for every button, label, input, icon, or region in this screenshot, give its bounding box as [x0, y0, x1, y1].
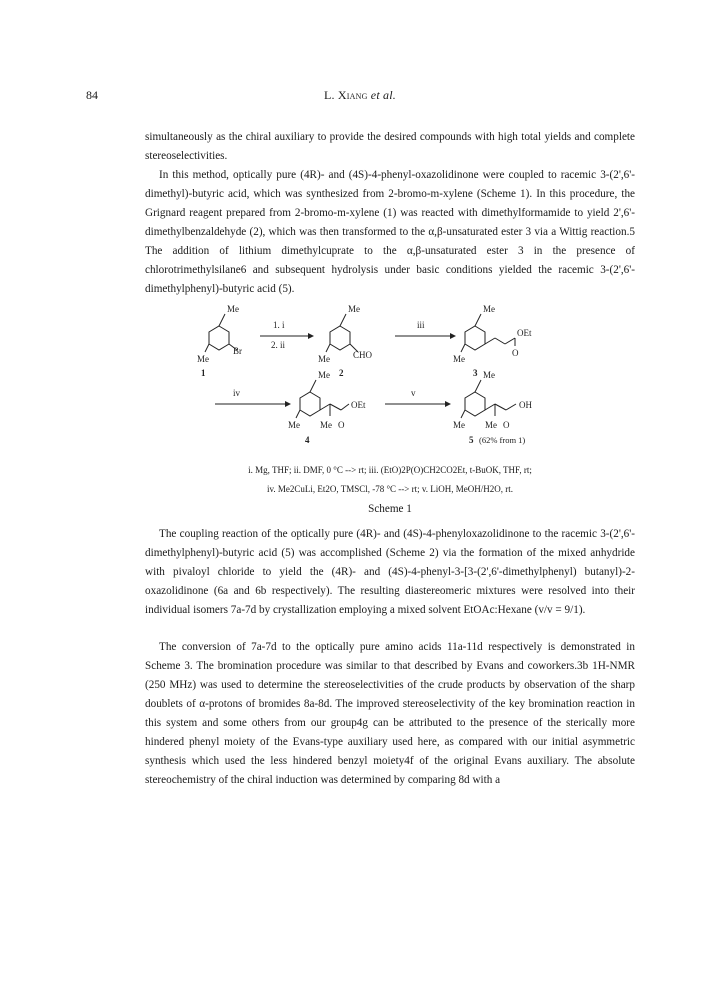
c1-me-bottom: Me [197, 354, 209, 364]
scheme-reagents-line-1: i. Mg, THF; ii. DMF, 0 °C --> rt; iii. (EtO)2P(O)CH2CO2Et, t-BuOK, THF, rt; [248, 465, 532, 475]
c1-me-top: Me [227, 304, 239, 314]
c3-oet: OEt [517, 328, 532, 338]
arrow-4-label: v [411, 388, 416, 398]
c3-me-top: Me [483, 304, 495, 314]
running-head [0, 88, 720, 103]
compound-3-ring [465, 326, 485, 350]
paragraph-conversion [145, 638, 635, 790]
compound-4-label: 4 [305, 435, 310, 445]
c2-me-bottom: Me [318, 354, 330, 364]
paragraph-2-text: In this method, optically pure (4R)- and (4S)-4-phenyl-oxazolidinone were coupled to racemic 3-(2',6'-dimethyl)-butyric acid, which was synthesized from 2-bromo-m-xylene (Scheme 1). In this procedure, the Grignard reagent prepared from 2-bromo-m-xylene (1) was reacted with dimethylformamide to yield 2',6'-dimethylbenzaldehyde (2), which was then transformed to the α,β-unsaturated ester 3 via a Wittig reaction.5 The addition of lithium dimethylcuprate to the α,β-unsaturated ester 3 in the presence of chlorotrimethylsilane6 and subsequent hydrolysis under basic conditions yielded the racemic 3-(2',6'-dimethylphenyl)-butyric acid (5). [145, 169, 635, 295]
page-number: 84 [86, 88, 98, 102]
c3-carbonyl-o: O [512, 348, 519, 358]
c4-me-ring: Me [288, 420, 300, 430]
paragraph-coupling [145, 525, 635, 620]
arrowhead-4 [445, 401, 451, 407]
c4-me-top: Me [318, 370, 330, 380]
scheme-caption: Scheme 1 [368, 503, 412, 515]
scheme-reagents-line-2: iv. Me2CuLi, Et2O, TMSCl, -78 °C --> rt; v. LiOH, MeOH/H2O, rt. [266, 484, 514, 494]
arrowhead-2 [450, 333, 456, 339]
running-head-etal: et al. [370, 88, 396, 102]
scheme-1-diagram [145, 300, 585, 460]
c5-me-top: Me [483, 370, 495, 380]
c2-me-top: Me [348, 304, 360, 314]
c1-br: Br [233, 346, 242, 356]
paragraph-3-text: The coupling reaction of the optically pure (4R)- and (4S)-4-phenyloxazolidinone to the racemic 3-(2',6'-dimethylphenyl)-butyric acid (5) was accomplished (Scheme 2) via the formation of the mixed anhydride with pivaloyl chloride to yield the (4R)- and (4S)-4-phenyl-3-[3-(2',6'-dimethylphenyl) butanyl)-2-oxazolidinone (6a and 6b respectively). The resulting diastereomeric mixtures were resolved into their individual isomers 7a-7d by crystallization employing a mixed solvent EtOAc:Hexane (v/v = 9/1). [145, 528, 635, 616]
arrow-1-top-label: 1. i [273, 320, 285, 330]
compound-3-label: 3 [473, 368, 478, 378]
compound-4-ring [300, 392, 320, 416]
compound-5-yield: (62% from 1) [479, 435, 526, 445]
arrow-3-label: iv [233, 388, 241, 398]
c5-oh: OH [519, 400, 532, 410]
running-head-author: L. Xiang [324, 88, 368, 102]
compound-2-label: 2 [339, 368, 344, 378]
compound-1-label: 1 [201, 368, 206, 378]
c4-me-chain: Me [320, 420, 332, 430]
c4-carbonyl-o: O [338, 420, 345, 430]
c2-cho: CHO [353, 350, 373, 360]
paragraph-4-text: The conversion of 7a-7d to the optically pure amino acids 11a-11d respectively is demonstrated in Scheme 3. The bromination procedure was similar to that described by Evans and coworkers.3b 1H-NMR (250 MHz) was used to determine the stereoselectivities of the crude products by observation of the sharp doublets of α-protons of bromides 8a-8d. The improved stereoselectivity of the key bromination reaction in this system and some others from our group4g can be attributed to the presence of the sterically more hindered phenyl moiety of the Evans-type auxiliary used here, as compared with our initial asymmetric synthesis which used the less hindered benzyl moiety4f of the original Evans auxiliary. The absolute stereochemistry of the chiral induction was determined by comparing 8d with a [145, 641, 635, 786]
c4-oet: OEt [351, 400, 366, 410]
arrowhead-3 [285, 401, 291, 407]
arrowhead-1 [308, 333, 314, 339]
paragraph-1-text: simultaneously as the chiral auxiliary to provide the desired compounds with high total yields and complete stereoselectivities. [145, 131, 635, 162]
c5-me-chain: Me [485, 420, 497, 430]
arrow-1-bottom-label: 2. ii [271, 340, 286, 350]
paragraph-method [145, 166, 635, 299]
compound-5-label: 5 [469, 435, 474, 445]
paragraph-continuation [145, 128, 635, 166]
c3-me-bottom: Me [453, 354, 465, 364]
c5-me-ring: Me [453, 420, 465, 430]
compound-2-ring [330, 326, 350, 350]
c5-carbonyl-o: O [503, 420, 510, 430]
arrow-2-label: iii [417, 320, 425, 330]
compound-5-ring [465, 392, 485, 416]
compound-1-ring [209, 326, 229, 350]
